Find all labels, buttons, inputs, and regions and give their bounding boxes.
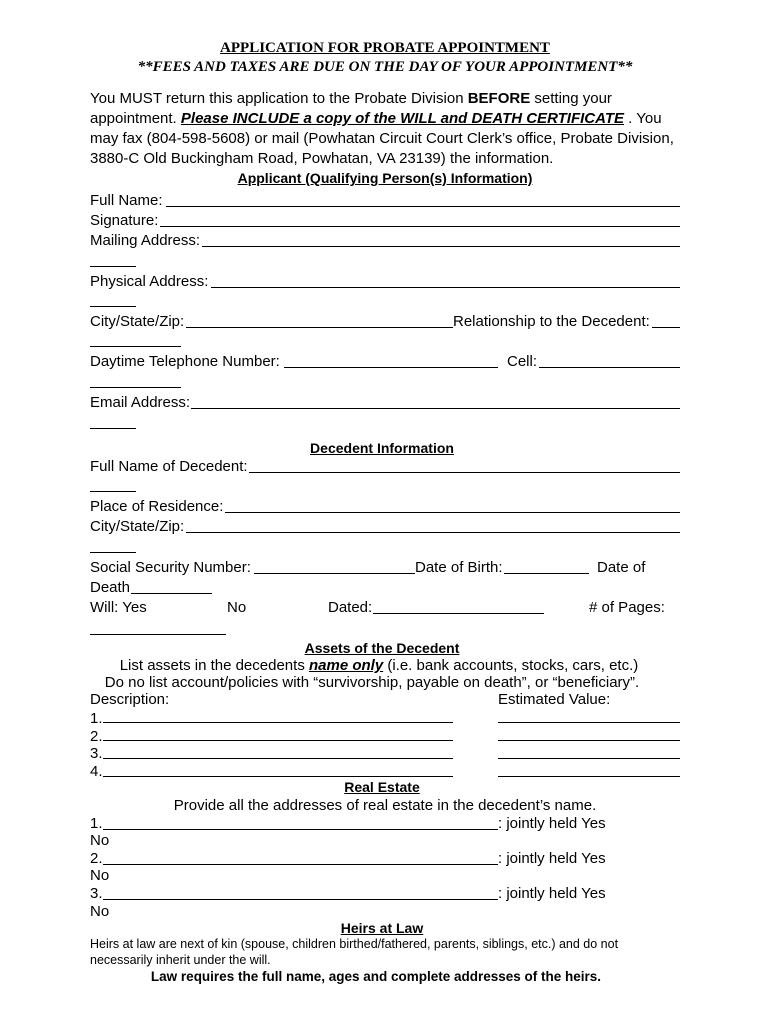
ssn-field[interactable] xyxy=(254,573,415,574)
mailing-address-field-cont[interactable] xyxy=(90,266,136,267)
email-field-cont[interactable] xyxy=(90,428,136,429)
asset-description-field[interactable] xyxy=(103,722,453,723)
physical-address-field[interactable] xyxy=(211,287,680,288)
description-label: Description: xyxy=(90,691,170,708)
daytime-phone-label: Daytime Telephone Number: xyxy=(90,353,280,370)
decedent-city-label: City/State/Zip: xyxy=(90,518,185,535)
dated-label: Dated: xyxy=(328,599,373,616)
decedent-city-field[interactable] xyxy=(186,532,680,533)
jointly-held-yes[interactable]: : jointly held Yes xyxy=(498,885,606,902)
heirs-text-2: necessarily inherit under the will. xyxy=(90,953,271,967)
asset-row-number: 4. xyxy=(90,763,103,780)
real-estate-row-number: 2. xyxy=(90,850,103,867)
full-name-field[interactable] xyxy=(166,206,680,207)
mailing-address-field[interactable] xyxy=(202,246,680,247)
asset-value-field[interactable] xyxy=(498,776,680,777)
decedent-name-label: Full Name of Decedent: xyxy=(90,458,248,475)
jointly-held-no[interactable]: No xyxy=(90,867,110,884)
intro-line-1: You MUST return this application to the Probate Division BEFORE setting your xyxy=(90,90,612,107)
real-estate-address-field[interactable] xyxy=(103,864,498,865)
pages-field[interactable] xyxy=(90,634,226,635)
jointly-held-no[interactable]: No xyxy=(90,832,110,849)
full-name-label: Full Name: xyxy=(90,192,163,209)
death-label: Death xyxy=(90,579,131,596)
cell-field-cont[interactable] xyxy=(90,387,181,388)
city-state-zip-label: City/State/Zip: xyxy=(90,313,185,330)
heirs-text-1: Heirs at law are next of kin (spouse, children birthed/fathered, parents, siblings, etc.) and do not xyxy=(90,937,619,951)
signature-field[interactable] xyxy=(160,226,680,227)
email-label: Email Address: xyxy=(90,394,191,411)
heirs-requirement: Law requires the full name, ages and complete addresses of the heirs. xyxy=(150,969,602,984)
heirs-heading: Heirs at Law xyxy=(340,920,424,936)
cell-label: Cell: xyxy=(507,353,538,370)
asset-row-number: 3. xyxy=(90,745,103,762)
assets-heading: Assets of the Decedent xyxy=(304,640,460,656)
decedent-name-field[interactable] xyxy=(249,472,680,473)
asset-description-field[interactable] xyxy=(103,758,453,759)
dated-field[interactable] xyxy=(373,613,544,614)
decedent-heading: Decedent Information xyxy=(310,440,454,456)
asset-value-field[interactable] xyxy=(498,758,680,759)
date-of-death-field[interactable] xyxy=(131,593,212,594)
real-estate-instructions: Provide all the addresses of real estate in the decedent’s name. xyxy=(173,797,597,814)
residence-field[interactable] xyxy=(225,512,680,513)
jointly-held-no[interactable]: No xyxy=(90,903,110,920)
asset-value-field[interactable] xyxy=(498,722,680,723)
real-estate-address-field[interactable] xyxy=(103,829,498,830)
assets-instructions-2: Do no list account/policies with “survivorship, payable on death”, or “beneficiary”. xyxy=(104,674,640,691)
real-estate-address-field[interactable] xyxy=(103,899,498,900)
relationship-field[interactable] xyxy=(652,327,680,328)
form-title: APPLICATION FOR PROBATE APPOINTMENT xyxy=(220,40,550,56)
asset-row-number: 2. xyxy=(90,728,103,745)
jointly-held-yes[interactable]: : jointly held Yes xyxy=(498,850,606,867)
residence-label: Place of Residence: xyxy=(90,498,224,515)
asset-description-field[interactable] xyxy=(103,776,453,777)
dob-field[interactable] xyxy=(504,573,589,574)
decedent-name-field-cont[interactable] xyxy=(90,491,136,492)
cell-field[interactable] xyxy=(539,367,680,368)
relationship-field-cont[interactable] xyxy=(90,346,181,347)
physical-address-field-cont[interactable] xyxy=(90,306,136,307)
will-no-option[interactable]: No xyxy=(227,599,247,616)
real-estate-heading: Real Estate xyxy=(344,779,420,795)
signature-label: Signature: xyxy=(90,212,159,229)
asset-description-field[interactable] xyxy=(103,740,453,741)
relationship-label: Relationship to the Decedent: xyxy=(453,313,650,330)
intro-line-2: appointment. Please INCLUDE a copy of the WILL and DEATH CERTIFICATE . You xyxy=(90,110,662,127)
physical-address-label: Physical Address: xyxy=(90,273,209,290)
intro-line-4: 3880-C Old Buckingham Road, Powhatan, VA 23139) the information. xyxy=(90,150,554,167)
email-field[interactable] xyxy=(191,408,680,409)
asset-value-field[interactable] xyxy=(498,740,680,741)
asset-row-number: 1. xyxy=(90,710,103,727)
fees-notice: **FEES AND TAXES ARE DUE ON THE DAY OF YOUR APPOINTMENT** xyxy=(137,59,633,75)
ssn-label: Social Security Number: xyxy=(90,559,251,576)
estimated-value-label: Estimated Value: xyxy=(498,691,611,708)
city-state-zip-field[interactable] xyxy=(186,327,453,328)
daytime-phone-field[interactable] xyxy=(284,367,498,368)
decedent-city-field-cont[interactable] xyxy=(90,552,136,553)
date-of-death-label: Date of xyxy=(597,559,646,576)
will-yes-option[interactable]: Will: Yes xyxy=(90,599,147,616)
pages-label: # of Pages: xyxy=(589,599,665,616)
mailing-address-label: Mailing Address: xyxy=(90,232,201,249)
dob-label: Date of Birth: xyxy=(415,559,503,576)
intro-line-3: may fax (804-598-5608) or mail (Powhatan Circuit Court Clerk’s office, Probate Division, xyxy=(90,130,674,147)
applicant-heading: Applicant (Qualifying Person(s) Information) xyxy=(237,170,533,186)
real-estate-row-number: 3. xyxy=(90,885,103,902)
real-estate-row-number: 1. xyxy=(90,815,103,832)
jointly-held-yes[interactable]: : jointly held Yes xyxy=(498,815,606,832)
assets-instructions-1: List assets in the decedents name only (i.e. bank accounts, stocks, cars, etc.) xyxy=(119,657,639,674)
